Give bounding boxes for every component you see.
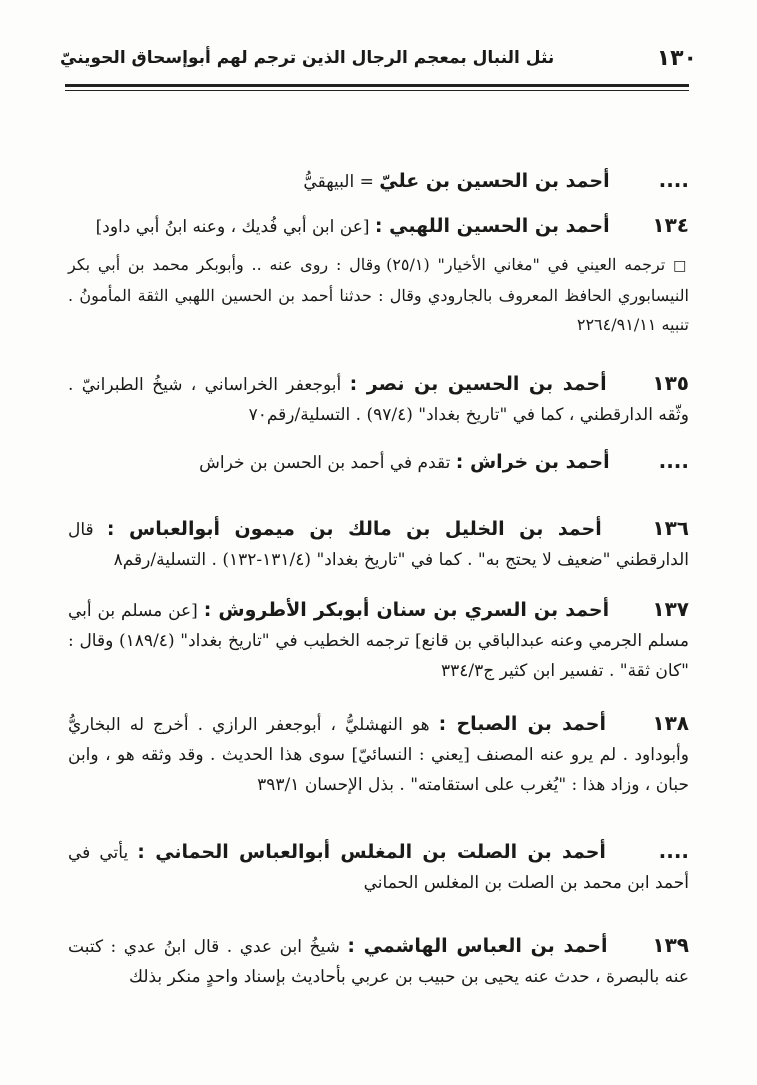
page-number: ١٣٠ <box>656 45 697 71</box>
note-text: ترجمه العيني في "مغاني الأخيار" (٢٥/١) وقال : روى عنه .. وأبوبكر محمد بن أبي بكر النيسابوري الحافظ المعروف بالجارودي وقال : حدثنا أحمد بن الحسين اللهبي الثقة المأمونُ . تنبيه ٢٢٦٤/٩١/١١ <box>68 255 689 334</box>
entry-name: أحمد بن السري بن سنان أبوبكر الأطروش : <box>203 599 610 621</box>
entry-name: أحمد بن الخليل بن مالك بن ميمون أبوالعباس : <box>106 518 602 540</box>
entry-text: تقدم في أحمد بن الحسن بن خراش <box>199 453 451 473</box>
entry-cross-reference <box>68 165 689 197</box>
entry-text: قال الدارقطني "ضعيف لا يحتج به" . كما في "تاريخ بغداد" (١٣١/٤-١٣٢) . التسلية/رقم٨ <box>68 520 689 570</box>
entry-name: أحمد بن الصلت بن المغلس أبوالعباس الحماني : <box>137 841 606 863</box>
entry-name: أحمد بن الحسين اللهبي : <box>374 215 610 237</box>
entry-name: أحمد بن الحسين بن نصر : <box>349 373 607 395</box>
entry-text: يأتي في أحمد ابن محمد بن الصلت بن المغلس الحماني <box>68 843 689 893</box>
entry-number: ١٣٧ <box>652 597 690 621</box>
entry-number: ١٣٤ <box>652 213 689 237</box>
entry-138 <box>68 708 689 800</box>
entry-name: أحمد بن الحسين بن عليّ <box>379 170 610 192</box>
header-rule-thick <box>65 84 689 87</box>
entry-text: = البيهقيُّ <box>303 172 374 192</box>
page-header <box>60 38 697 78</box>
running-title: نثل النبال بمعجم الرجال الذين ترجم لهم أبوإسحاق الحوينيّ <box>60 48 555 68</box>
entry-text: [عن مسلم بن أبي مسلم الجرمي وعنه عبدالباقي بن قانع] ترجمه الخطيب في "تاريخ بغداد" (١٨٩/٤) وقال : "كان ثقة" . تفسير ابن كثير ج٣٣٤/٣ <box>68 601 689 681</box>
entry-text: شيخُ ابن عدي . قال ابنُ عدي : كتبت عنه بالبصرة ، حدث عنه يحيى بن حبيب بن عربي بأحاديث بإسناد واحدٍ منكر بذلك <box>68 937 689 987</box>
note-bullet-icon: □ <box>673 258 689 274</box>
header-rule-thin <box>65 90 689 91</box>
entry-cross-reference <box>68 836 689 898</box>
entry-137 <box>68 594 689 686</box>
entry-number: ١٣٩ <box>652 933 689 957</box>
entry-number: ١٣٦ <box>652 516 690 540</box>
entry-number: ١٣٥ <box>652 371 689 395</box>
entry-name: أحمد بن خراش : <box>455 451 610 473</box>
entry-139 <box>68 930 689 992</box>
entry-marker: .... <box>658 168 689 192</box>
entry-cross-reference <box>68 446 689 478</box>
entry-name: أحمد بن الصباح : <box>438 713 606 735</box>
entry-marker: .... <box>658 449 689 473</box>
entry-136 <box>68 513 689 575</box>
entry-number: ١٣٨ <box>652 711 690 735</box>
entry-text: هو النهشليُّ ، أبوجعفر الرازي . أخرج له البخاريُّ وأبوداود . لم يرو عنه المصنف [يعني : النسائيّ] سوى هذا الحديث . وقد وثقه هو ، وابن حبان ، وزاد هذا : "يُغرب على استقامته" . بذل الإحسان ٣٩٣/١ <box>68 715 689 795</box>
entry-marker: .... <box>658 839 690 863</box>
entry-note <box>68 250 689 339</box>
entry-text: أبوجعفر الخراساني ، شيخُ الطبرانيّ . وثّقه الدارقطني ، كما في "تاريخ بغداد" (٩٧/٤) . التسلية/رقم٧٠ <box>68 375 689 425</box>
entry-text: [عن ابن أبي فُديك ، وعنه ابنُ أبي داود] <box>95 217 370 237</box>
entry-135 <box>68 368 689 430</box>
entry-134 <box>68 210 689 339</box>
entry-name: أحمد بن العباس الهاشمي : <box>347 935 608 957</box>
